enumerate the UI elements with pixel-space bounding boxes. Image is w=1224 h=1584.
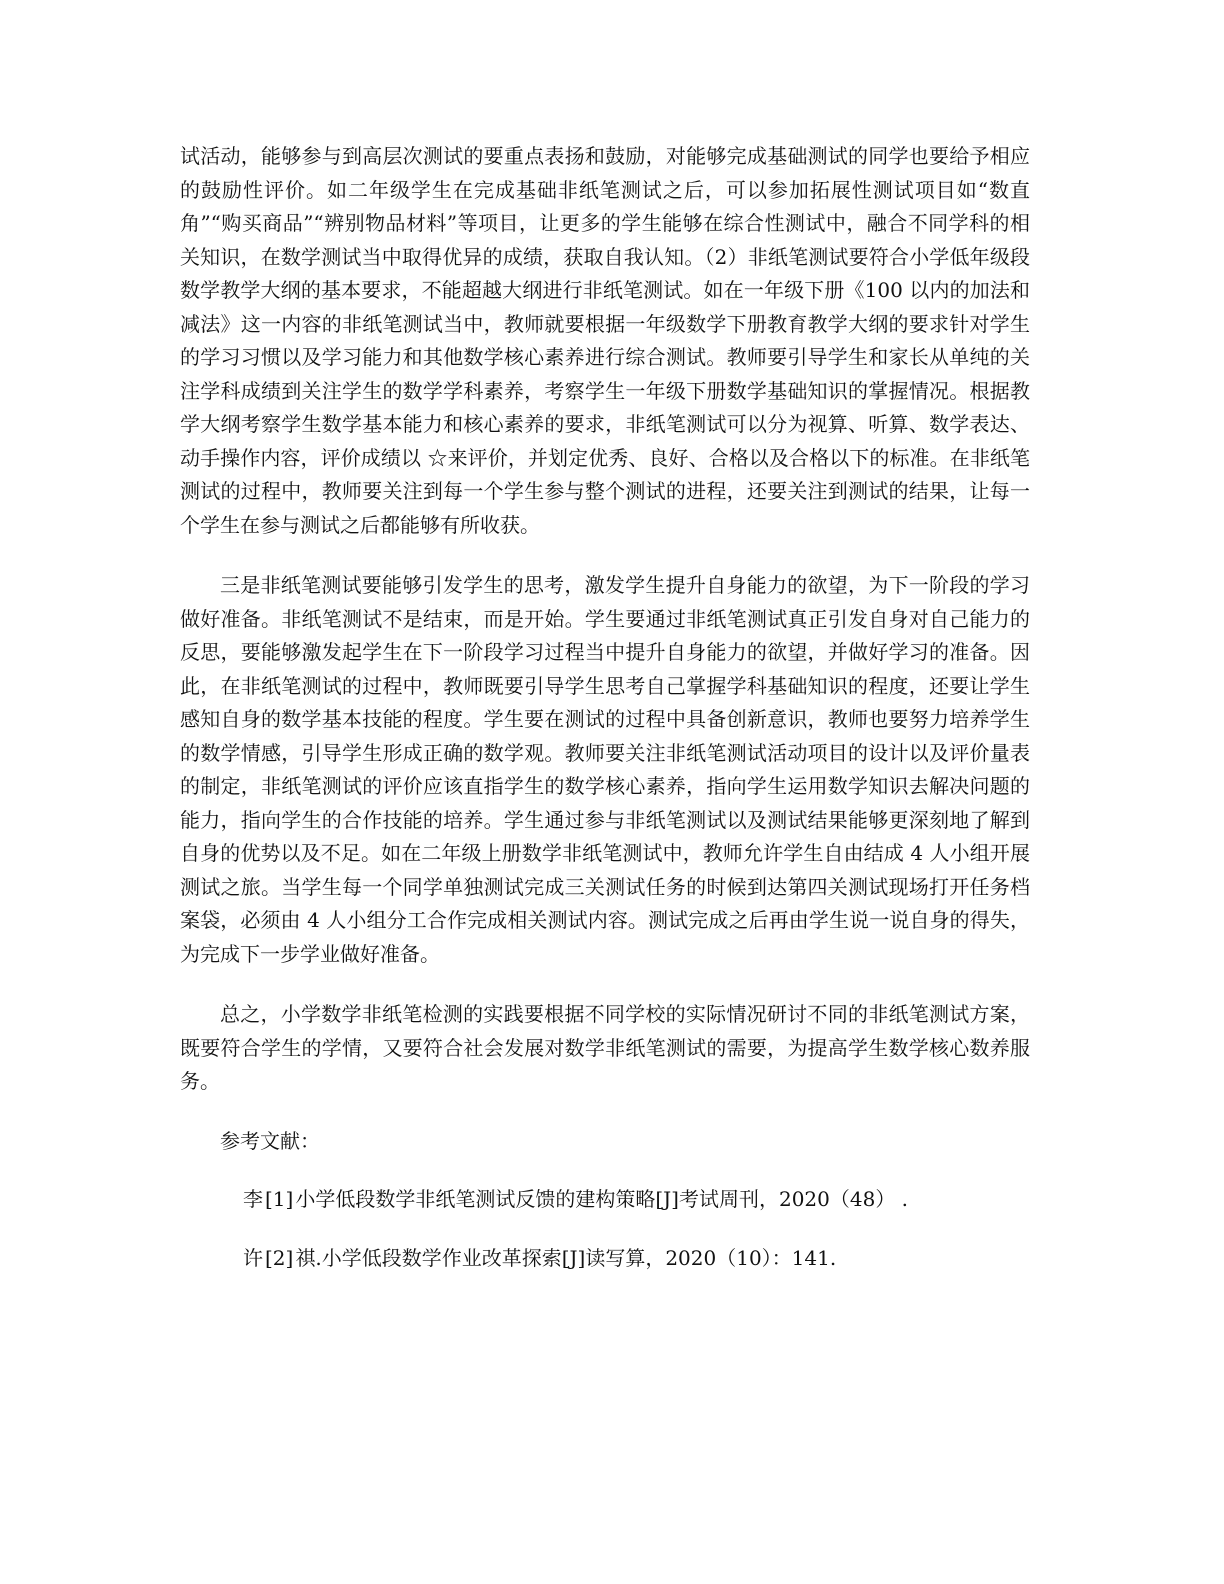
reference-item-2: [243, 1242, 1030, 1276]
reference-author: 许: [243, 1245, 263, 1270]
body-paragraph-1: 试活动，能够参与到高层次测试的要重点表扬和鼓励，对能够完成基础测试的同学也要给予相应的鼓励性评价。如二年级学生在完成基础非纸笔测试之后，可以参加拓展性测试项目如“数直角”“购买商品”“辨别物品材料”等项目，让更多的学生能够在综合性测试中，融合不同学科的相关知识，在数学测试当中取得优异的成绩，获取自我认知。（2）非纸笔测试要符合小学低年级段数学教学大纲的基本要求，不能超越大纲进行非纸笔测试。如在一年级下册《100 以内的加法和减法》这一内容的非纸笔测试当中，教师就要根据一年级数学下册教育教学大纲的要求针对学生的学习习惯以及学习能力和其他数学核心素养进行综合测试。教师要引导学生和家长从单纯的关注学科成绩到关注学生的数学学科素养，考察学生一年级下册数学基础知识的掌握情况。根据教学大纲考察学生数学基本能力和核心素养的要求，非纸笔测试可以分为视算、听算、数学表达、动手操作内容，评价成绩以 ☆来评价，并划定优秀、良好、合格以及合格以下的标准。在非纸笔测试的过程中，教师要关注到每一个学生参与整个测试的进程，还要关注到测试的结果，让每一个学生在参与测试之后都能够有所收获。: [180, 144, 1030, 537]
reference-text: 小学低段数学非纸笔测试反馈的建构策略[J]考试周刊，2020（48） .: [295, 1187, 909, 1211]
reference-number: [1]: [265, 1187, 294, 1211]
reference-number: [2]: [265, 1245, 294, 1270]
reference-text: 祺.小学低段数学作业改革探索[J]读写算，2020（10）：141.: [295, 1245, 837, 1270]
reference-author: 李: [243, 1187, 263, 1211]
document-page: [180, 140, 1030, 1275]
body-paragraph-3: 总之，小学数学非纸笔检测的实践要根据不同学校的实际情况研讨不同的非纸笔测试方案，既要符合学生的学情，又要符合社会发展对数学非纸笔测试的需要，为提高学生数学核心数养服务。: [180, 1002, 1030, 1093]
references-title: 参考文献：: [220, 1128, 320, 1153]
body-paragraph-2: 三是非纸笔测试要能够引发学生的思考，激发学生提升自身能力的欲望，为下一阶段的学习做好准备。非纸笔测试不是结束，而是开始。学生要通过非纸笔测试真正引发自身对自己能力的反思，要能够激发起学生在下一阶段学习过程当中提升自身能力的欲望，并做好学习的准备。因此，在非纸笔测试的过程中，教师既要引导学生思考自己掌握学科基础知识的程度，还要让学生感知自身的数学基本技能的程度。学生要在测试的过程中具备创新意识，教师也要努力培养学生的数学情感，引导学生形成正确的数学观。教师要关注非纸笔测试活动项目的设计以及评价量表的制定，非纸笔测试的评价应该直指学生的数学核心素养，指向学生运用数学知识去解决问题的能力，指向学生的合作技能的培养。学生通过参与非纸笔测试以及测试结果能够更深刻地了解到自身的优势以及不足。如在二年级上册数学非纸笔测试中，教师允许学生自由结成 4 人小组开展测试之旅。当学生每一个同学单独测试完成三关测试任务的时候到达第四关测试现场打开任务档案袋，必须由 4 人小组分工合作完成相关测试内容。测试完成之后再由学生说一说自身的得失，为完成下一步学业做好准备。: [180, 573, 1030, 966]
reference-item-1: [243, 1183, 1030, 1217]
